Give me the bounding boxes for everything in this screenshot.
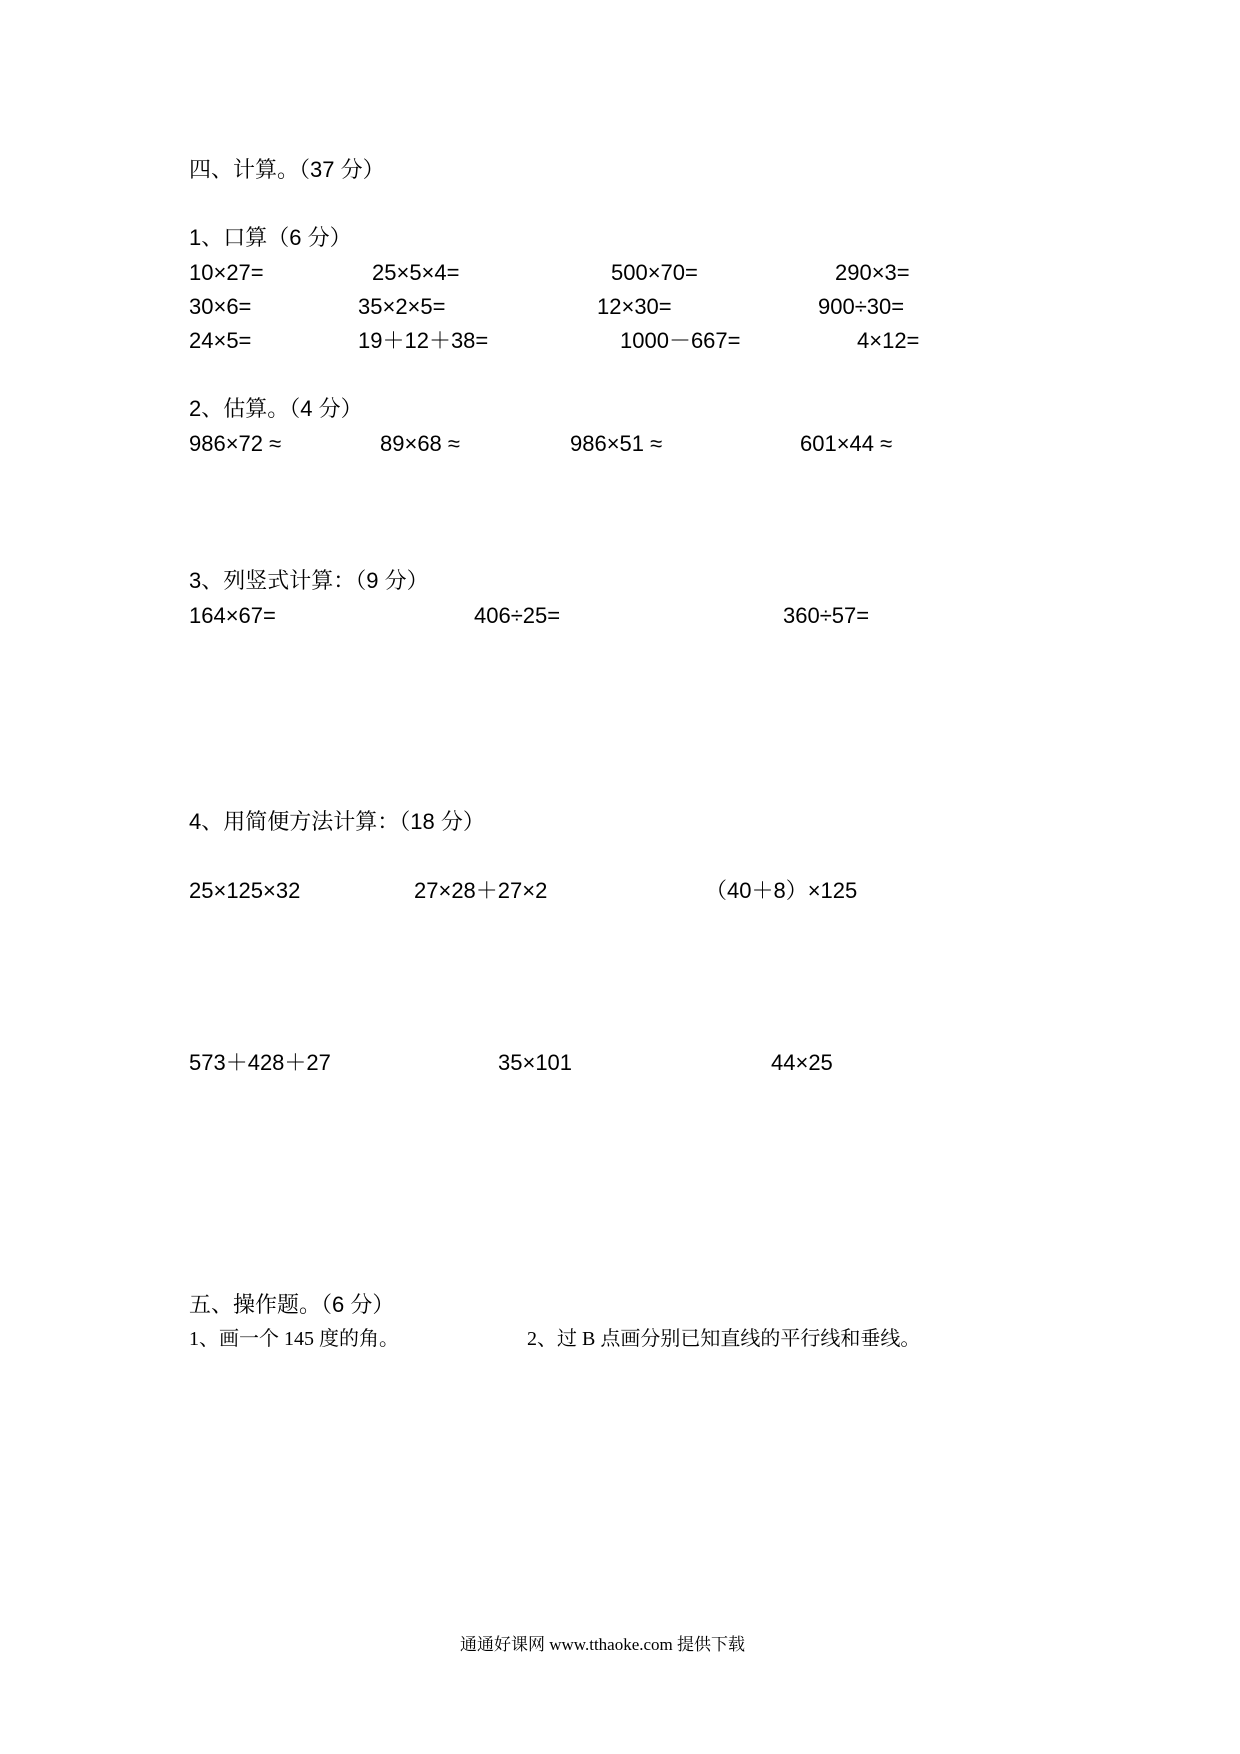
simplify-problem: （40＋8）×125: [705, 878, 858, 903]
oral-problem: 10×27=: [189, 260, 264, 285]
oral-problem: 35×2×5=: [358, 294, 446, 319]
estimate-problem: 986×72 ≈: [189, 431, 282, 456]
part-2-title: 2、估算。（4 分）: [189, 396, 363, 421]
oral-problem: 500×70=: [611, 260, 698, 285]
simplify-problem: 35×101: [498, 1050, 573, 1075]
estimate-problem: 986×51 ≈: [570, 431, 663, 456]
vertical-calc-problem: 360÷57=: [783, 603, 870, 628]
vertical-calc-problem: 164×67=: [189, 603, 276, 628]
part-3-title: 3、列竖式计算：（9 分）: [189, 568, 429, 593]
simplify-problem: 573＋428＋27: [189, 1050, 331, 1075]
vertical-calc-problem: 406÷25=: [474, 603, 561, 628]
simplify-problem: 44×25: [771, 1050, 833, 1075]
oral-problem: 30×6=: [189, 294, 252, 319]
part-1-title: 1、口算（6 分）: [189, 225, 352, 250]
oral-problem: 24×5=: [189, 328, 252, 353]
oral-problem: 25×5×4=: [372, 260, 460, 285]
simplify-problem: 27×28＋27×2: [414, 878, 548, 903]
operation-item: 2、过 B 点画分别已知直线的平行线和垂线。: [527, 1328, 921, 1350]
oral-problem: 1000－667=: [620, 328, 741, 353]
estimate-problem: 601×44 ≈: [800, 431, 893, 456]
page-footer: 通通好课网 www.tthaoke.com 提供下载: [460, 1635, 746, 1654]
oral-problem: 19＋12＋38=: [358, 328, 489, 353]
section-4-title: 四、计算。（37 分）: [189, 157, 385, 182]
estimate-problem: 89×68 ≈: [380, 431, 460, 456]
oral-problem: 4×12=: [857, 328, 920, 353]
part-4-title: 4、用简便方法计算：（18 分）: [189, 809, 485, 834]
simplify-problem: 25×125×32: [189, 878, 301, 903]
oral-problem: 290×3=: [835, 260, 910, 285]
operation-item: 1、画一个 145 度的角。: [189, 1328, 399, 1350]
section-5-title: 五、操作题。（6 分）: [189, 1292, 395, 1317]
oral-problem: 900÷30=: [818, 294, 905, 319]
oral-problem: 12×30=: [597, 294, 672, 319]
